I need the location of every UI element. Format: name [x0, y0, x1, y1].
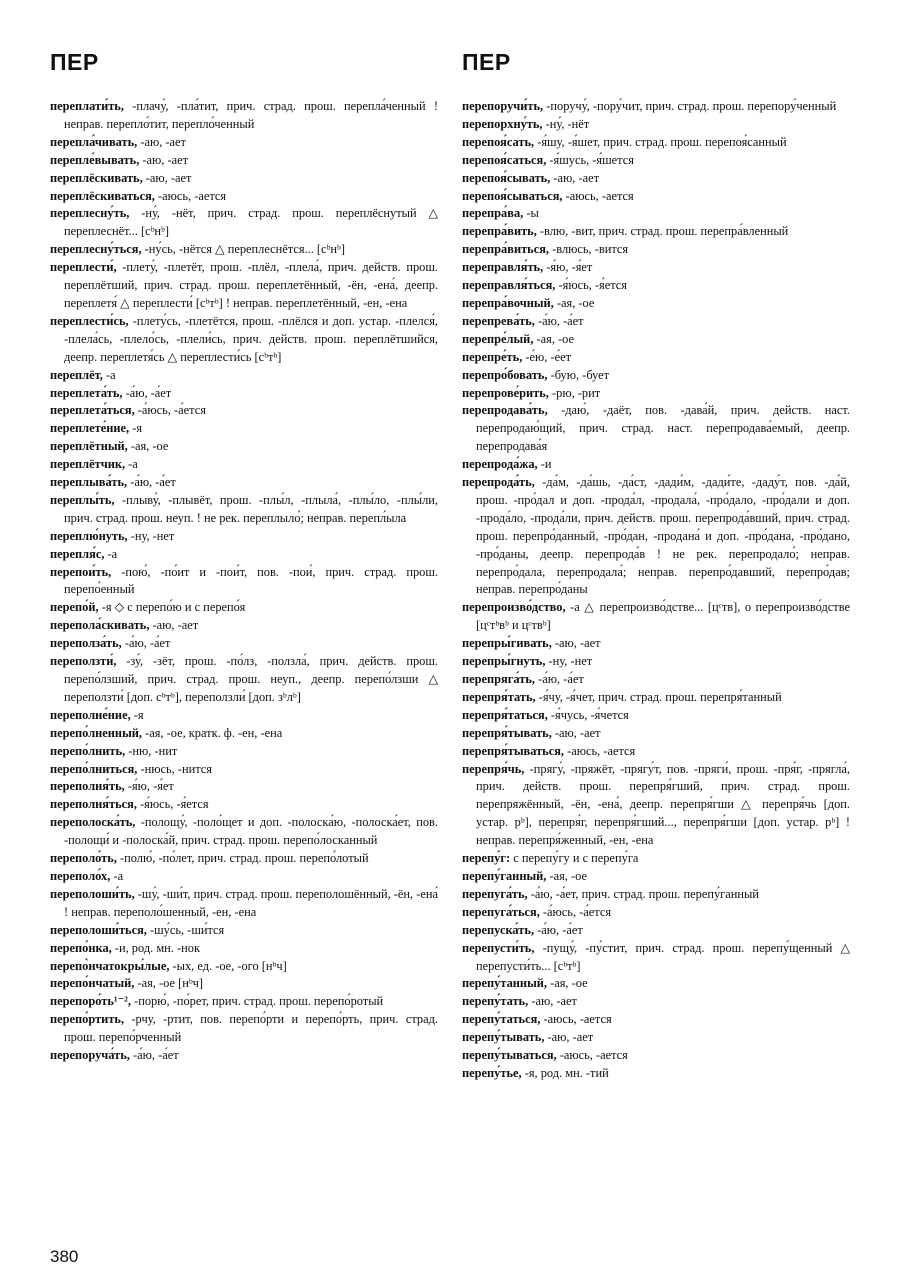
entry-headword: перепра́вочный,: [462, 295, 554, 310]
entry-forms: -ая, -ое [нᵇч]: [134, 976, 204, 991]
dictionary-entry: [462, 116, 850, 134]
dictionary-entry: [50, 958, 438, 976]
entry-forms: -аюсь, -ается: [556, 1048, 628, 1063]
entry-headword: перепре́лый,: [462, 331, 534, 346]
dictionary-entry: [50, 188, 438, 206]
left-entry-list: [50, 98, 438, 1065]
entry-headword: переполне́ние,: [50, 707, 131, 722]
dictionary-entry: [50, 241, 438, 259]
entry-forms: -порю́, -по́рет, прич. страд. прош. перепо́ротый: [131, 994, 384, 1009]
entry-forms: -бую, -бует: [547, 367, 610, 382]
entry-forms: -ну́, -нёт: [542, 116, 590, 131]
entry-forms: -влюсь, -вится: [549, 242, 629, 257]
entry-headword: переполо́х,: [50, 868, 111, 883]
entry-forms: -поручу́, -пору́чит, прич. страд. прош. перепору́ченный: [543, 99, 837, 113]
dictionary-entry: [50, 456, 438, 474]
right-entry-list: [462, 98, 850, 1083]
entry-headword: переплыва́ть,: [50, 475, 128, 490]
entry-headword: переплётный,: [50, 439, 128, 454]
entry-headword: переплете́ние,: [50, 421, 130, 436]
entry-forms: -аюсь, -ается: [540, 1012, 612, 1027]
dictionary-entry: [50, 796, 438, 814]
dictionary-entry: [462, 689, 850, 707]
dictionary-entry: [50, 868, 438, 886]
dictionary-entry: [462, 922, 850, 940]
entry-forms: -шу́, -ши́т, прич. страд. прош. переполошённый, -ён, -ена́ ! неправ. переполо́шенный, -ен, -ена: [64, 886, 439, 919]
entry-headword: перепрева́ть,: [462, 313, 535, 328]
entry-forms: -а́юсь, -а́ется: [134, 403, 206, 418]
dictionary-entry: [50, 975, 438, 993]
entry-headword: перепроизво́дство,: [462, 600, 566, 615]
entry-forms: -я́чу, -я́чет, прич. страд. прош. перепря́танный: [535, 689, 782, 704]
entry-headword: перепу́танный,: [462, 976, 547, 991]
right-column: [462, 48, 850, 1083]
dictionary-entry: [462, 385, 850, 403]
entry-headword: переполня́ться,: [50, 797, 137, 812]
entry-forms: -зу́, -зёт, прош. -по́лз, -ползла́, прич. действ. прош. перепо́лзший, прич. страд. прош. неуп., деепр. перепо́лзши △ переползти́ [доп. сᵇтᵇ], переползли́ [доп. зᵇлᵇ]: [64, 654, 438, 704]
dictionary-entry: [462, 313, 850, 331]
entry-headword: переплётчик,: [50, 457, 126, 472]
entry-forms: -аю, -ает: [137, 134, 186, 149]
entry-headword: перепуга́ться,: [462, 904, 540, 919]
entry-forms: -ню, -нит: [125, 743, 178, 758]
dictionary-entry: [50, 367, 438, 385]
dictionary-entry: [462, 940, 850, 976]
entry-headword: перепоро́ть¹⁻²,: [50, 994, 131, 1009]
dictionary-entry: [462, 993, 850, 1011]
entry-forms: -ну́сь, -нётся △ переплеснётся... [сᵇнᵇ]: [141, 242, 345, 257]
entry-forms: -е́ю, -е́ет: [522, 349, 572, 364]
entry-forms: -а́ю, -а́ет: [535, 672, 584, 686]
dictionary-entry: [50, 98, 438, 134]
entry-forms: -я́ю, -я́ет: [124, 779, 174, 794]
entry-headword: перепро́бовать,: [462, 367, 548, 382]
entry-forms: -ну, -нет: [127, 528, 175, 543]
entry-forms: -а́ю, -а́ет: [121, 636, 171, 651]
dictionary-entry: [50, 564, 438, 600]
entry-forms: -плету́сь, -плетётся, прош. -плёлся и доп. устар. -плелся́, -плела́сь, -плело́сь, -плели́сь, прич. действ. прош. переплётшийся, деепр. переплетя́сь △ переплести́сь [сᵇтᵇ]: [64, 313, 438, 364]
entry-forms: -аю, -ает: [551, 636, 601, 651]
dictionary-entry: [462, 205, 850, 223]
entry-headword: перепоруча́ть,: [50, 1048, 130, 1063]
entry-forms: -нюсь, -нится: [137, 761, 212, 776]
entry-forms: -а́ю, -а́ет, прич. страд. прош. перепу́ганный: [527, 886, 759, 901]
entry-headword: перепоя́саться,: [462, 152, 547, 167]
entry-forms: -пою́, -по́ит и -пои́т, пов. -пои́, прич. страд. прош. перепо́енный: [64, 564, 438, 597]
entry-headword: перепры́гивать,: [462, 636, 552, 651]
dictionary-entry: [462, 188, 850, 206]
entry-forms: -полощу́, -поло́щет и доп. -полоска́ю, -полоска́ет, пов. -полощи́ и -полоска́й, прич. страд. прош. перепо́лосканный: [64, 815, 438, 848]
entry-headword: перепря́тать,: [462, 689, 536, 704]
entry-forms: -а: [104, 546, 118, 561]
entry-headword: переплесну́ться,: [50, 242, 142, 257]
dictionary-entry: [50, 1011, 438, 1047]
dictionary-entry: [50, 205, 438, 241]
left-column: [50, 48, 438, 1065]
entry-headword: перепря́тываться,: [462, 743, 565, 758]
entry-forms: -ая, -ое: [553, 295, 595, 310]
dictionary-entry: [462, 474, 850, 599]
entry-headword: перепуга́ть,: [462, 886, 528, 901]
entry-forms: -аю, -ает: [550, 170, 600, 185]
dictionary-entry: [462, 1065, 850, 1083]
entry-headword: переплести́сь,: [50, 313, 129, 328]
dictionary-entry: [50, 617, 438, 635]
entry-forms: -прягу́, -пряжёт, -прягу́т, пов. -пряги́, прош. -пря́г, -прягла́, прич. действ. прош. перепря́гший, прич. страд. прош. перепряжённый, -ён, -ена́, деепр. перепря́гши △ перепря́чь [доп. устар. рᵇ], перепря́г, перепря́гший..., перепря́гши [доп. устар. рᵇ] ! неправ. перепря́женный, -ен, -ена: [476, 761, 850, 848]
dictionary-entry: [50, 599, 438, 617]
entry-headword: перепои́ть,: [50, 564, 112, 579]
entry-headword: перепо́й,: [50, 600, 99, 615]
entry-forms: -плачу́, -пла́тит, прич. страд. прош. перепла́ченный ! неправ. перепло́тит, перепло́ченный: [64, 99, 438, 131]
entry-forms: -я́шусь, -я́шется: [546, 152, 634, 167]
entry-headword: переправля́ться,: [462, 278, 556, 293]
entry-forms: -ая, -ое: [533, 331, 575, 346]
entry-headword: перепра́виться,: [462, 242, 550, 257]
entry-headword: перепоя́сываться,: [462, 188, 563, 203]
entry-forms: -аю, -ает: [544, 1030, 594, 1045]
entry-forms: -а́ю, -а́ет: [534, 313, 584, 328]
entry-headword: перепле́вывать,: [50, 152, 140, 167]
entry-forms: -плыву́, -плывёт, прош. -плы́л, -плыла́, -плы́ло, -плы́ли, прич. страд. прош. неуп. ! не рек. переплыло́; неправ. перепл́ыла: [64, 492, 438, 525]
entry-headword: перепоручи́ть,: [462, 99, 544, 113]
entry-forms: -аю, -ает: [551, 725, 601, 740]
entry-headword: переправля́ть,: [462, 260, 544, 275]
entry-headword: перепра́ва,: [462, 206, 524, 221]
entry-forms: -да́м, -да́шь, -да́ст, -дади́м, -дади́те, -даду́т, пов. -да́й, прош. -про́дал и доп. -прода́л, -продала́, -про́дало, -про́дали и доп. -прода́ло, -прода́ли, прич. действ. прош. перепрода́вший, прич. страд. прош. перепро́данный, -про́дан, -продана́ и доп. -про́дана, -про́дано, -про́даны, деепр. перепрода́в ! не рек. перепродало́; неправ. перепро́дала, перепродала́; неправ. перепро́давший, перепро́дав; неправ. перепро́даны: [476, 475, 850, 597]
entry-forms: -ы: [523, 206, 539, 221]
entry-headword: перепу́тываться,: [462, 1048, 557, 1063]
entry-forms: -аю, -ает: [142, 170, 192, 185]
dictionary-entry: [462, 671, 850, 689]
dictionary-entry: [50, 940, 438, 958]
dictionary-entry: [462, 707, 850, 725]
entry-headword: перепря́тывать,: [462, 725, 552, 740]
entry-headword: переполоска́ть,: [50, 815, 136, 830]
dictionary-entry: [50, 402, 438, 420]
entry-forms: -я́чусь, -я́чется: [547, 707, 629, 722]
entry-headword: перепорхну́ть,: [462, 116, 543, 131]
dictionary-entry: [462, 331, 850, 349]
entry-headword: переплёт,: [50, 367, 103, 382]
entry-forms: -а: [125, 457, 138, 472]
entry-headword: переполня́ть,: [50, 779, 125, 794]
entry-forms: -я ◇ с перепо́ю и с перепо́я: [98, 600, 246, 615]
entry-headword: перепусти́ть,: [462, 940, 535, 955]
entry-headword: перепо́нчатый,: [50, 976, 135, 991]
entry-headword: перепо́лнить,: [50, 743, 126, 758]
entry-forms: -а́ю, -а́ет: [127, 475, 176, 490]
entry-headword: перепла́чивать,: [50, 134, 138, 149]
entry-forms: -а: [102, 367, 116, 382]
entry-headword: перепоя́сывать,: [462, 170, 551, 185]
entry-forms: -полю́, -по́лет, прич. страд. прош. перепо́лотый: [116, 851, 369, 866]
entry-forms: -ая, -ое, кратк. ф. -ен, -ена: [141, 725, 283, 740]
entry-headword: переполза́ть,: [50, 636, 122, 651]
dictionary-entry: [462, 975, 850, 993]
entry-headword: переплета́ть,: [50, 385, 123, 400]
entry-headword: перепря́таться,: [462, 707, 548, 722]
entry-headword: перепо̀нчатокры́лые,: [50, 958, 170, 973]
entry-forms: -ну́, -нёт, прич. страд. прош. переплёснутый △ переплеснёт... [сᵇнᵇ]: [64, 206, 438, 239]
dictionary-entry: [462, 761, 850, 851]
entry-headword: перепу́г:: [462, 851, 511, 866]
entry-forms: -пущу́, -пу́стит, прич. страд. прош. перепу́щенный △ перепусти́ть... [сᵇтᵇ]: [476, 940, 850, 973]
entry-forms: -я́шу, -я́шет, прич. страд. прош. перепоя́санный: [534, 134, 787, 149]
entry-forms: -аю, -ает: [149, 618, 199, 633]
dictionary-entry: [462, 886, 850, 904]
entry-headword: перепу́тье,: [462, 1065, 522, 1080]
dictionary-entry: [462, 259, 850, 277]
entry-headword: перепре́ть,: [462, 349, 523, 364]
entry-forms: -ая, -ое: [127, 439, 169, 454]
dictionary-entry: [462, 152, 850, 170]
entry-forms: -влю, -вит, прич. страд. прош. перепра́вленный: [536, 224, 789, 239]
entry-headword: перепо́нка,: [50, 940, 112, 955]
entry-forms: -и: [537, 457, 552, 472]
entry-headword: перепря́чь,: [462, 761, 525, 776]
entry-headword: перепуска́ть,: [462, 922, 535, 937]
dictionary-entry: [462, 349, 850, 367]
dictionary-entry: [50, 385, 438, 403]
entry-headword: перепо́лниться,: [50, 761, 138, 776]
dictionary-entry: [462, 98, 850, 116]
entry-headword: переползти́,: [50, 654, 117, 669]
entry-headword: перепры́гнуть,: [462, 654, 546, 669]
dictionary-entry: [50, 993, 438, 1011]
entry-headword: переплести́,: [50, 260, 117, 275]
dictionary-entry: [462, 367, 850, 385]
entry-forms: -аю, -ает: [528, 994, 577, 1009]
entry-headword: перепу́тывать,: [462, 1030, 545, 1045]
entry-headword: перепродава́ть,: [462, 403, 548, 418]
dictionary-entry: [462, 1011, 850, 1029]
dictionary-entry: [50, 528, 438, 546]
entry-forms: -а́ю, -а́ет: [534, 922, 583, 937]
entry-headword: переплю́нуть,: [50, 528, 128, 543]
entry-forms: -я: [130, 707, 144, 722]
dictionary-entry: [462, 223, 850, 241]
entry-headword: перепля́с,: [50, 546, 105, 561]
entry-headword: переполо́ть,: [50, 851, 117, 866]
dictionary-entry: [50, 259, 438, 313]
entry-headword: перепу́тать,: [462, 994, 529, 1009]
left-running-header: ПЕР: [50, 49, 99, 75]
dictionary-entry: [50, 761, 438, 779]
entry-forms: -я, род. мн. -тий: [521, 1065, 609, 1080]
entry-forms: -я́юсь, -я́ется: [136, 797, 209, 812]
dictionary-entry: [462, 635, 850, 653]
dictionary-entry: [462, 725, 850, 743]
dictionary-entry: [462, 1029, 850, 1047]
dictionary-entry: [50, 653, 438, 707]
entry-forms: -ая, -ое: [546, 868, 587, 883]
dictionary-entry: [462, 170, 850, 188]
entry-headword: переполоши́ться,: [50, 922, 147, 937]
entry-forms: -аю, -ает: [139, 152, 189, 167]
entry-headword: перепрода́жа,: [462, 457, 538, 472]
entry-forms: -а: [110, 868, 124, 883]
entry-forms: -рю, -рит: [548, 385, 601, 400]
entry-forms: -и, род. мн. -нок: [111, 940, 200, 955]
entry-forms: с перепу́гу и с перепу́га: [510, 851, 639, 866]
entry-forms: -а́юсь, -а́ется: [539, 904, 612, 919]
entry-forms: -рчу, -ртит, пов. перепо́рти и перепо́рть, прич. страд. прош. перепо́рченный: [64, 1012, 438, 1045]
dictionary-entry: [50, 886, 438, 922]
entry-headword: переплати́ть,: [50, 99, 124, 113]
entry-headword: переплы́ть,: [50, 492, 115, 507]
entry-headword: перепо́ртить,: [50, 1012, 125, 1027]
entry-headword: перепряга́ть,: [462, 672, 536, 686]
entry-forms: -я́юсь, -я́ется: [555, 278, 628, 293]
dictionary-entry: [50, 778, 438, 796]
entry-forms: -я́ю, -я́ет: [543, 260, 593, 275]
entry-headword: переплёскивать,: [50, 170, 143, 185]
dictionary-entry: [50, 635, 438, 653]
entry-headword: перепра́вить,: [462, 224, 537, 239]
entry-headword: перепрода́ть,: [462, 475, 535, 490]
entry-forms: -ых, ед. -ое, -ого [нᵇч]: [169, 958, 287, 973]
dictionary-entry: [462, 1047, 850, 1065]
dictionary-entry: [50, 743, 438, 761]
dictionary-entry: [462, 599, 850, 635]
dictionary-entry: [50, 438, 438, 456]
dictionary-entry: [462, 277, 850, 295]
entry-forms: -шу́сь, -ши́тся: [146, 922, 225, 937]
entry-headword: перепоя́сать,: [462, 134, 535, 149]
dictionary-entry: [462, 653, 850, 671]
right-running-header: ПЕР: [462, 49, 511, 75]
dictionary-entry: [50, 170, 438, 188]
dictionary-entry: [50, 313, 438, 367]
dictionary-entry: [50, 814, 438, 850]
entry-forms: -я: [129, 421, 143, 436]
entry-forms: -аюсь, -ается: [562, 188, 634, 203]
dictionary-entry: [50, 922, 438, 940]
entry-headword: перепу́таться,: [462, 1012, 541, 1027]
dictionary-entry: [462, 134, 850, 152]
dictionary-entry: [50, 850, 438, 868]
dictionary-entry: [462, 241, 850, 259]
dictionary-entry: [50, 1047, 438, 1065]
entry-headword: перепрове́рить,: [462, 385, 549, 400]
dictionary-entry: [462, 904, 850, 922]
entry-forms: -ну, -нет: [545, 654, 593, 669]
page-number: 380: [50, 1247, 79, 1266]
dictionary-entry: [462, 743, 850, 761]
dictionary-entry: [462, 868, 850, 886]
entry-forms: -а́ю, -а́ет: [129, 1048, 179, 1063]
dictionary-entry: [50, 492, 438, 528]
entry-headword: переплета́ться,: [50, 403, 135, 418]
entry-forms: -ая, -ое: [547, 976, 588, 991]
dictionary-entry: [50, 152, 438, 170]
entry-headword: перепо́лненный,: [50, 725, 142, 740]
entry-forms: -а △ перепроизво́дстве... [цᶜтв], о перепроизво́дстве [цᶜтᵇвᵇ и цᶜтвᵇ]: [476, 600, 850, 633]
entry-forms: -аюсь, -ается: [154, 188, 227, 203]
dictionary-entry: [462, 850, 850, 868]
dictionary-entry: [462, 402, 850, 456]
entry-forms: -аюсь, -ается: [564, 743, 636, 758]
entry-forms: -плету́, -плетёт, прош. -плёл, -плела́, прич. действ. прош. переплётший, прич. страд. прош. переплетённый, -ён, -ена́, деепр. переплетя́ △ переплести́ [сᵇтᵇ] ! неправ. переплетённый, -ен, -ена: [64, 260, 438, 310]
dictionary-entry: [50, 546, 438, 564]
entry-forms: -даю́, -даёт, пов. -дава́й, прич. действ. наст. перепродаю́щий, прич. страд. наст. перепродава́емый, деепр. перепродава́я: [476, 403, 850, 454]
dictionary-entry: [50, 134, 438, 152]
dictionary-entry: [462, 295, 850, 313]
dictionary-entry: [50, 725, 438, 743]
entry-headword: переплёскиваться,: [50, 188, 155, 203]
dictionary-entry: [50, 420, 438, 438]
entry-headword: переплесну́ть,: [50, 206, 130, 221]
entry-headword: перепола́скивать,: [50, 618, 150, 633]
entry-headword: перепу́ганный,: [462, 868, 547, 883]
entry-forms: -а́ю, -а́ет: [122, 385, 172, 400]
dictionary-entry: [462, 456, 850, 474]
dictionary-entry: [50, 474, 438, 492]
entry-headword: переполоши́ть,: [50, 886, 135, 901]
dictionary-entry: [50, 707, 438, 725]
